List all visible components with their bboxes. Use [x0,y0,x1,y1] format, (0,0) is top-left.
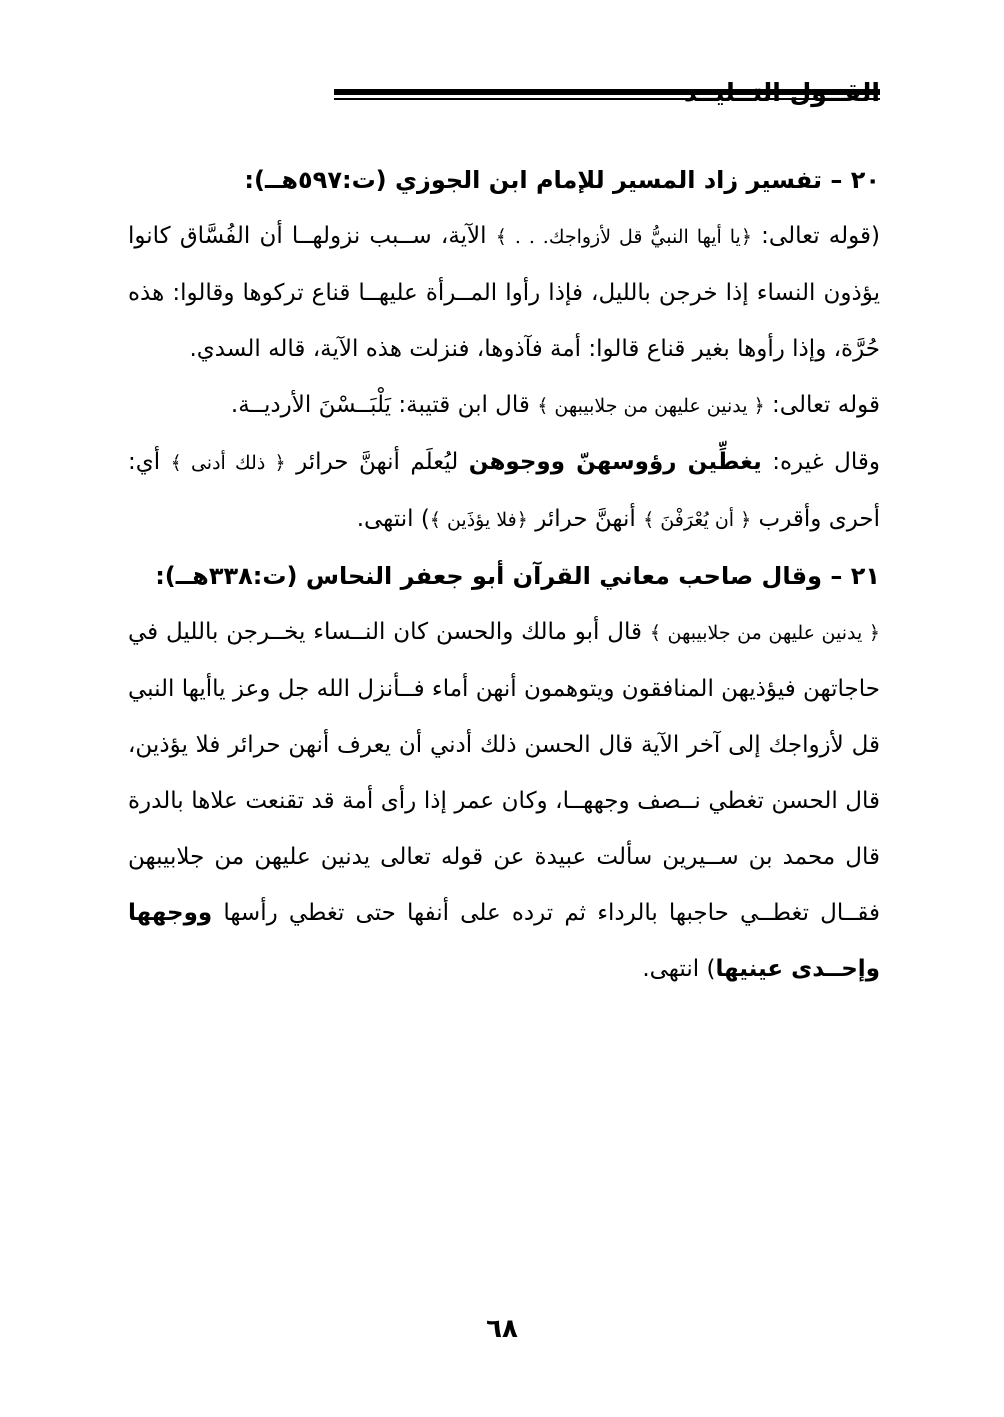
text-run: قال ابن قتيبة: يَلْبَــسْنَ الأرديــة. [230,392,538,418]
text-run: الآية، ســبب نزولهــا أن الفُسَّاق كانوا يؤذون النساء إذا خرجن بالليل، فإذا رأوا المــرأة عليهــا قناع تركوها وقالوا: هذه حُرَّة، وإذا رأوها بغير قناع قالوا: أمة فآذوها، فنزلت هذه الآية، قاله السدي. [128,223,880,362]
header-rule-thick [334,89,880,95]
quran-quote: ﴿يا أيها النبيُّ قل لأزواجك. . . ﴾ [495,226,752,248]
text-run: (قوله تعالى: [751,223,880,249]
text-run: أنهنَّ حرائر [527,506,644,532]
header-rule-thin [334,98,880,100]
section-21-heading: ٢١ – وقال صاحب معاني القرآن أبو جعفر النحاس (ت:٣٣٨هــ): [155,562,880,590]
section-20-paragraph-1 [128,208,880,377]
text-run: قوله تعالى: [764,392,880,418]
text-run: ليُعلَم أنهنَّ حرائر [285,449,469,475]
quran-quote: ﴿فلا يؤذَين ﴾ [429,509,528,531]
text-run: أي: أحرى وأقرب [128,449,880,532]
quran-quote: ﴿ ذلك أدنى ﴾ [170,452,286,474]
section-21-paragraph-1 [128,604,880,997]
text-run: ) انتهى. [642,956,716,982]
text-run: قال أبو مالك والحسن كان النــساء يخــرجن بالليل في حاجاتهن فيؤذيهن المنافقون ويتوهمون أنهن أماء فــأنزل الله جل وعز ياأيها النبي قل لأزواجك إلى آخر الآية قال الحسن ذلك أدني أن يعرف أنهن حرائر فلا يؤذين، قال الحسن تغطي نــصف وجههــا، وكان عمر إذا رأى أمة قد تقنعت علاها بالدرة قال محمد بن ســيرين سألت عبيدة عن قوله تعالى يدنين عليهن من جلابيبهن فقــال تغطــي حاجبها بالرداء ثم ترده على أنفها حتى تغطي رأسها [127,619,880,926]
section-20-paragraph-2 [128,377,880,434]
text-run: وقال غيره: [761,449,880,475]
quran-quote: ﴿ يدنين عليهن من جلابيبهن ﴾ [537,395,765,417]
text-run: ) انتهى. [356,506,430,532]
page-body [128,152,880,997]
quran-quote: ﴿ أن يُعْرَفْنَ ﴾ [643,509,752,531]
bold-text: ووجهها وإحــدى عينيها [128,900,880,982]
page-number: ٦٨ [486,1314,518,1344]
running-header [122,74,880,114]
section-20-heading: ٢٠ – تفسير زاد المسير للإمام ابن الجوزي (ت:٥٩٧هــ): [244,166,880,194]
section-20-paragraph-3 [128,434,880,548]
bold-text: يغطِّين رؤوسهنّ ووجوهن [468,449,762,475]
quran-quote: ﴿ يدنين عليهن من جلابيبهن ﴾ [649,622,881,644]
